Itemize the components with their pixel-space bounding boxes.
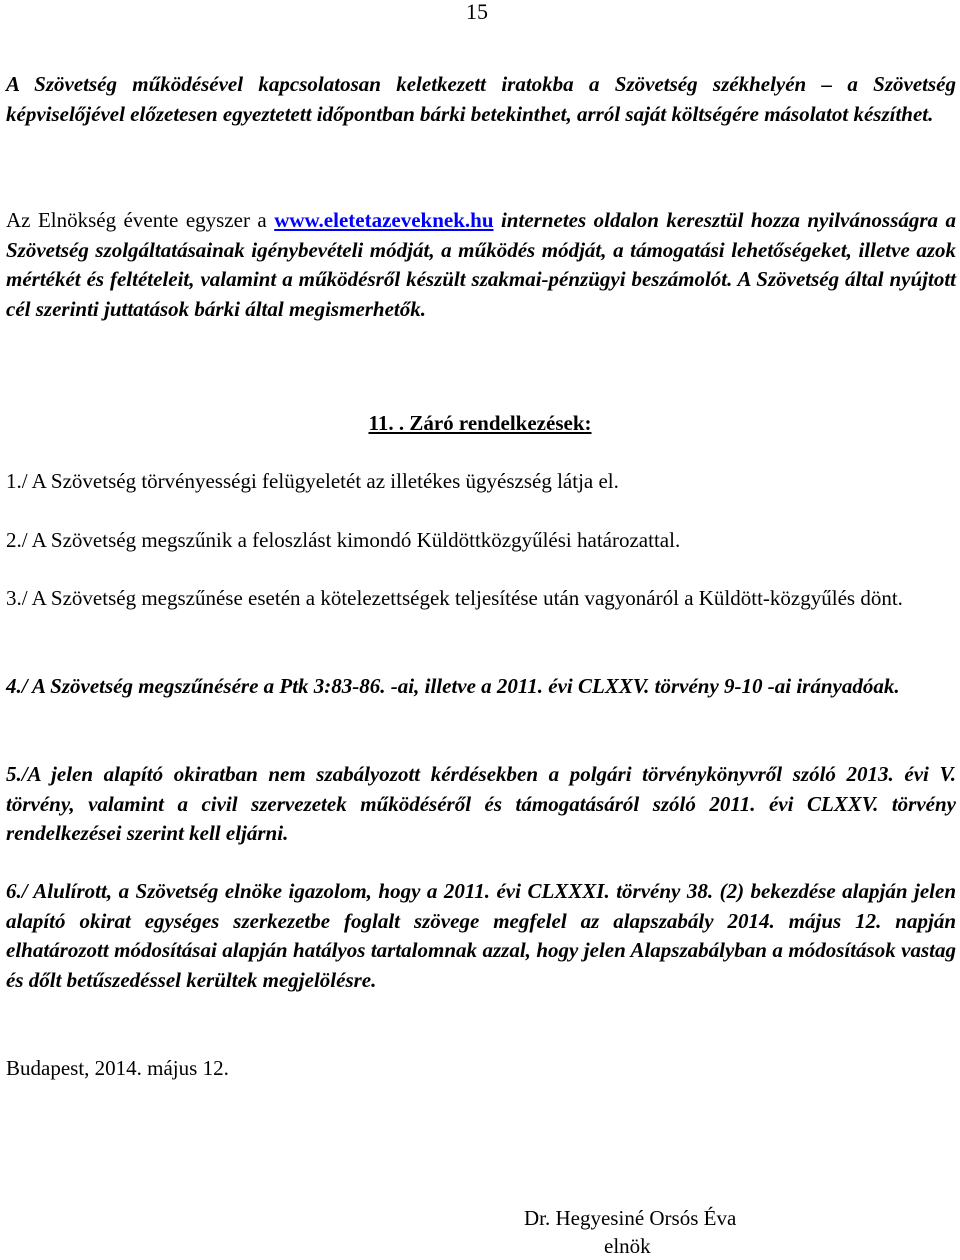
item-4: 4./ A Szövetség megszűnésére a Ptk 3:83-86. -ai, illetve a 2011. évi CLXXV. törvény 9-10 -ai irányadóak.: [6, 674, 900, 698]
page-number: 15: [466, 0, 488, 24]
paragraph-document-access: A Szövetség működésével kapcsolatosan keletkezett iratokba a Szövetség székhelyén – a Szövetség képviselőjével előzetesen egyeztetett időpontban bárki betekinthet, arról saját költségére másolatot készíthet.: [6, 72, 956, 126]
place-date: Budapest, 2014. május 12.: [6, 1056, 229, 1080]
item-2: 2./ A Szövetség megszűnik a feloszlást kimondó Küldöttközgyűlési határozattal.: [6, 528, 681, 552]
paragraph-rest: internetes oldalon keresztül hozza nyilvánosságra a Szövetség szolgáltatásainak igénybevételi módját, a működés módját, a támogatási lehetőségeket, illetve azok mértékét és feltételeit, valamint a működésről készült szakmai-pénzügyi beszámolót. A Szövetség által nyújtott cél szerinti juttatások bárki által megismerhetők.: [6, 208, 957, 321]
item-5: 5./A jelen alapító okiratban nem szabályozott kérdésekben a polgári törvénykönyvről szóló 2013. évi V. törvény, valamint a civil szervezetek működéséről és támogatásáról szóló 2011. évi CLXXV. törvény rendelkezései szerint kell eljárni.: [6, 762, 956, 846]
section-heading-text: 11. . Záró rendelkezések:: [368, 411, 592, 435]
paragraph-website-publication: [6, 206, 956, 324]
paragraph-lead: Az Elnökség évente egyszer a: [6, 208, 275, 232]
signatory-title: elnök: [604, 1234, 651, 1258]
website-link[interactable]: www.eletetazeveknek.hu: [274, 208, 494, 232]
item-1: 1./ A Szövetség törvényességi felügyeletét az illetékes ügyészség látja el.: [6, 469, 619, 493]
section-heading: [0, 409, 960, 437]
item-3: 3./ A Szövetség megszűnése esetén a kötelezettségek teljesítése után vagyonáról a Küldött-közgyűlés dönt.: [6, 586, 903, 610]
item-6: 6./ Alulírott, a Szövetség elnöke igazolom, hogy a 2011. évi CLXXXI. törvény 38. (2) bekezdése alapján jelen alapító okirat egységes szerkezetbe foglalt szövege megfelel az alapszabály 2014. május 12. napján elhatározott módosításai alapján hatályos tartalomnak azzal, hogy jelen Alapszabályban a módosítások vastag és dőlt betűszedéssel kerültek megjelölésre.: [6, 879, 956, 992]
signatory-name: Dr. Hegyesiné Orsós Éva: [524, 1206, 737, 1230]
